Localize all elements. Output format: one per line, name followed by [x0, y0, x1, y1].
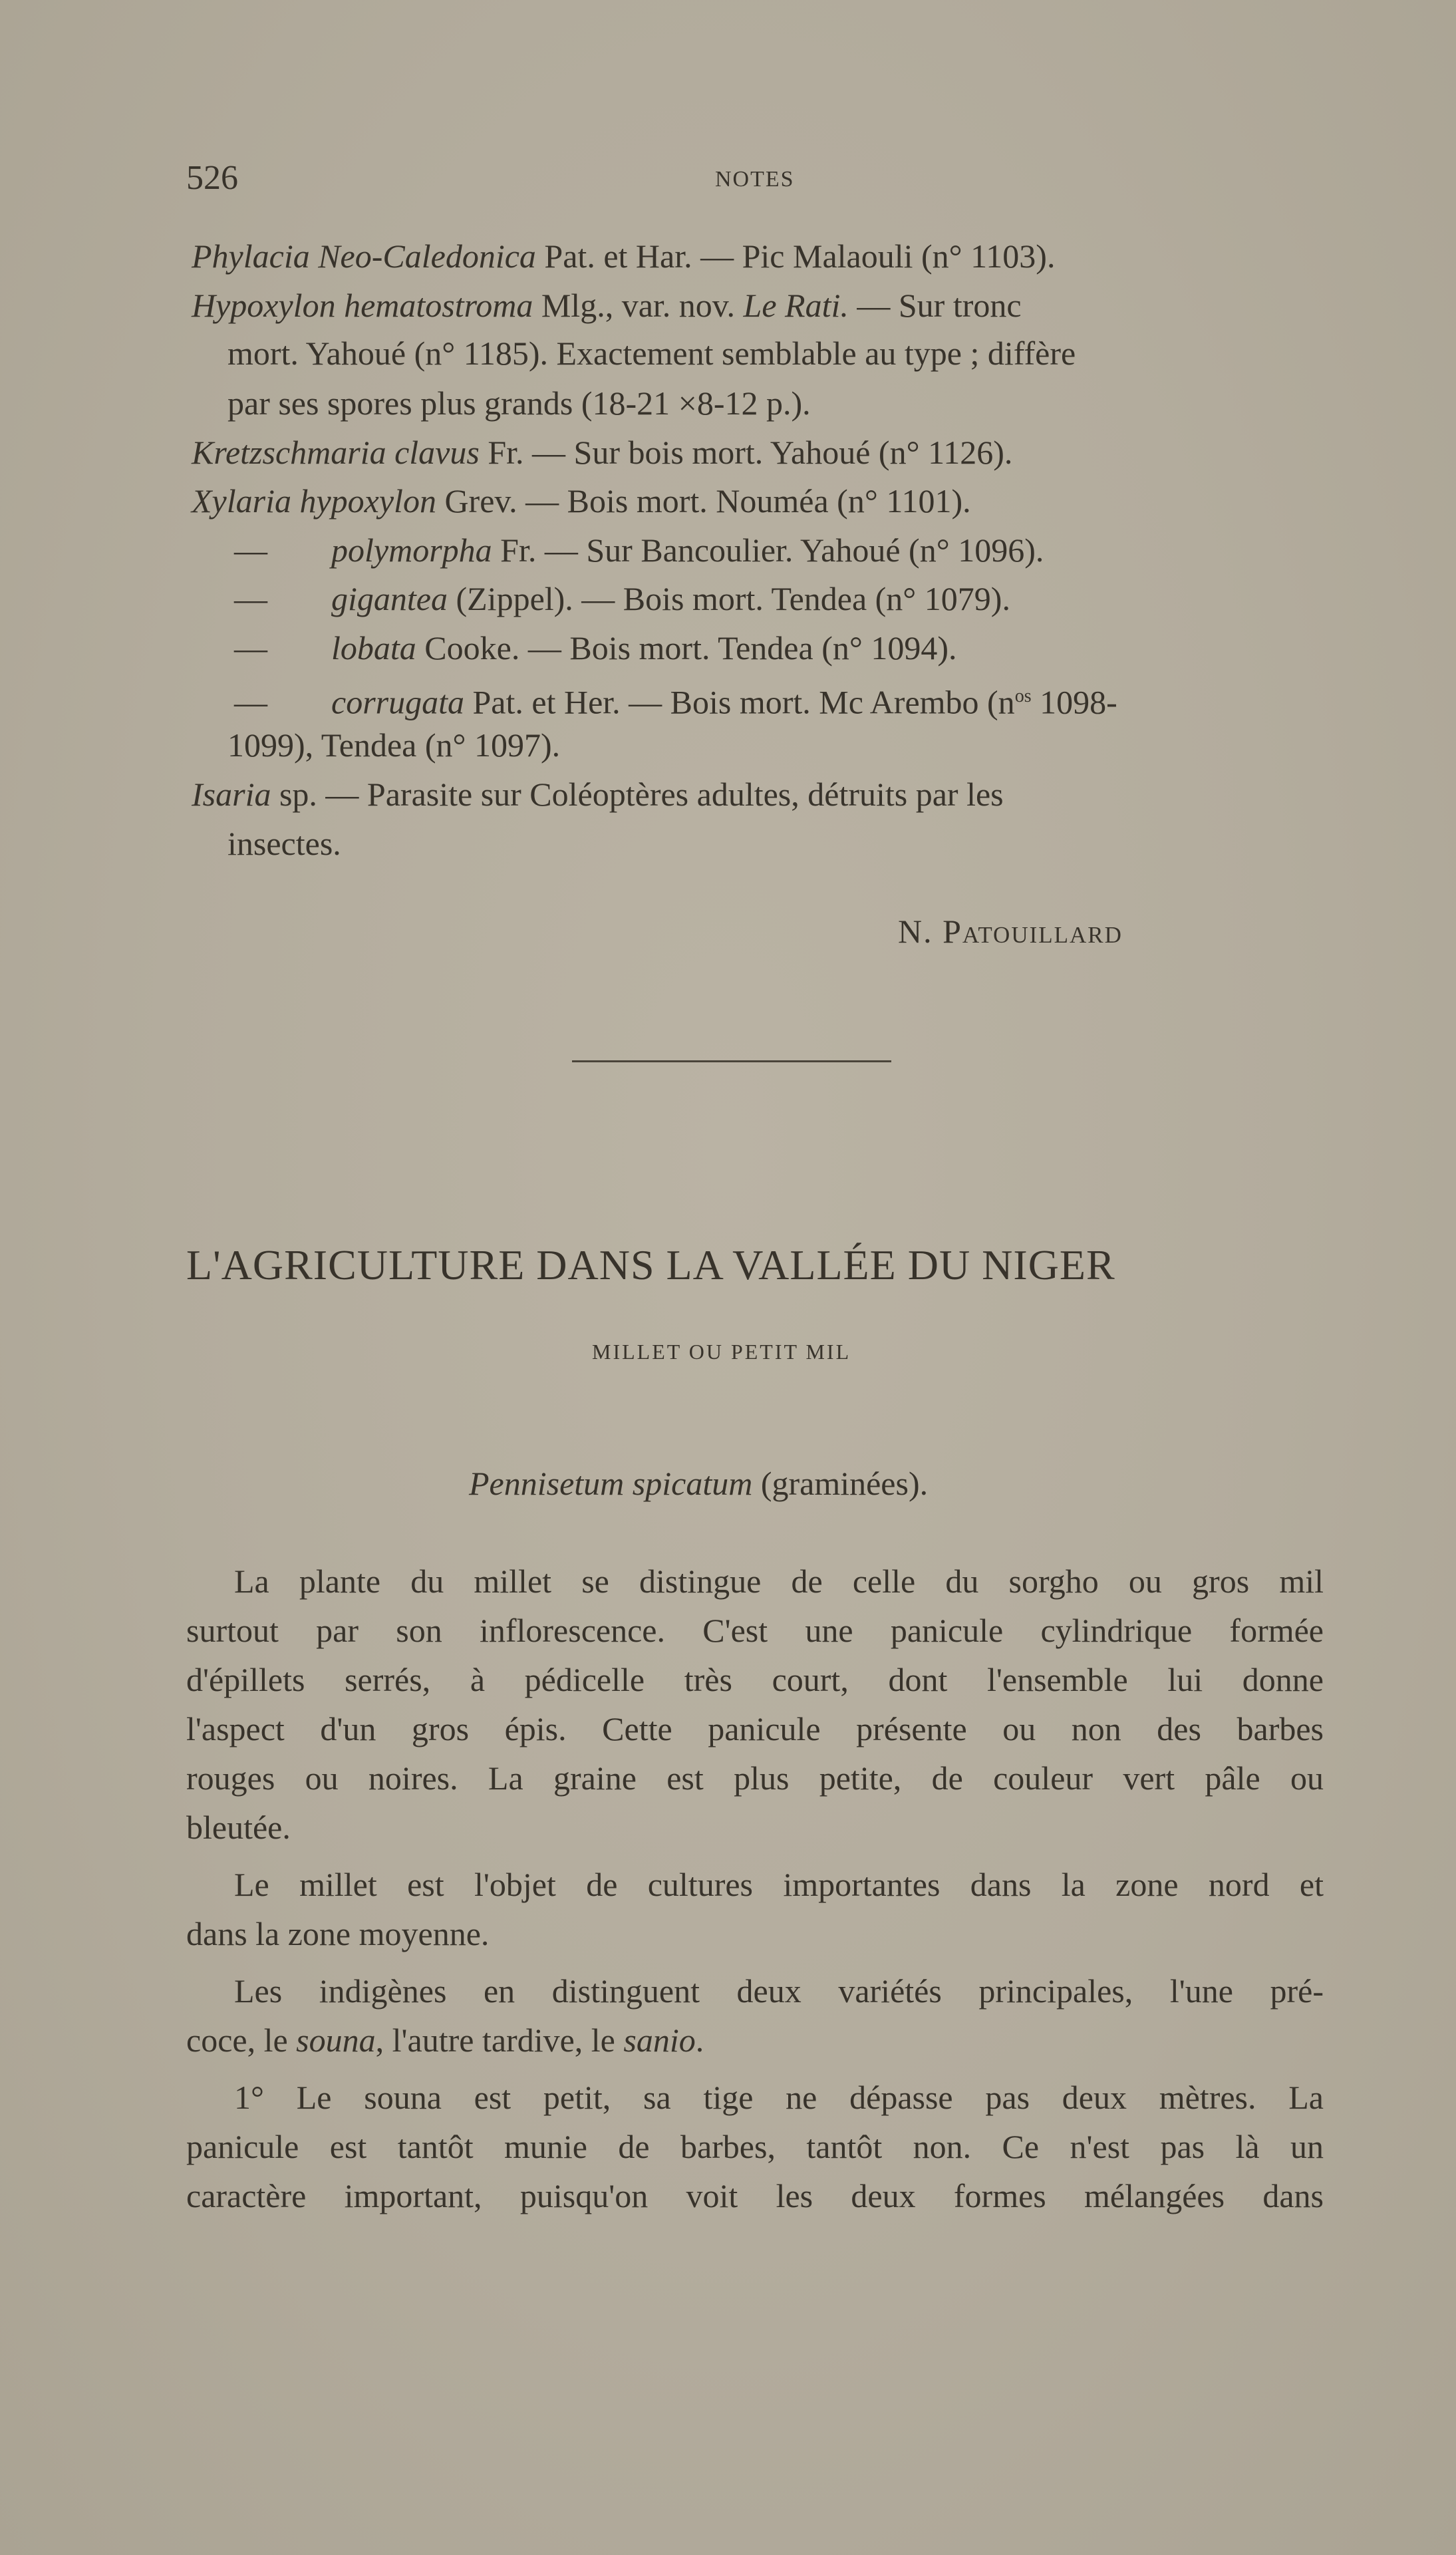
section-divider	[572, 1060, 891, 1062]
paragraph-line: rouges ou noires. La graine est plus petite, de couleur vert pâle ou	[186, 1759, 1324, 1797]
note-entry: — lobata Cooke. — Bois mort. Tendea (n° 1094).	[234, 629, 957, 667]
paragraph-line: panicule est tantôt munie de barbes, tantôt non. Ce n'est pas là un	[186, 2128, 1324, 2165]
paragraph-line: coce, le souna, l'autre tardive, le sanio.	[186, 2022, 704, 2059]
author-signature: N. Patouillard	[898, 913, 1123, 950]
running-title: NOTES	[715, 167, 795, 192]
note-entry-continuation: mort. Yahoué (n° 1185). Exactement semblable au type ; diffère	[227, 335, 1076, 372]
note-entry-continuation: insectes.	[227, 825, 341, 862]
note-entry: — polymorpha Fr. — Sur Bancoulier. Yahoué (n° 1096).	[234, 531, 1044, 569]
article-subtitle: MILLET OU PETIT MIL	[592, 1340, 851, 1364]
note-entry: Hypoxylon hematostroma Mlg., var. nov. Le Rati. — Sur tronc	[192, 287, 1022, 324]
paragraph-line: dans la zone moyenne.	[186, 1915, 490, 1952]
note-entry: Kretzschmaria clavus Fr. — Sur bois mort. Yahoué (n° 1126).	[192, 434, 1013, 471]
article-title: L'AGRICULTURE DANS LA VALLÉE DU NIGER	[186, 1241, 1115, 1288]
paragraph-line: surtout par son inflorescence. C'est une panicule cylindrique formée	[186, 1612, 1324, 1649]
paragraph-line: 1° Le souna est petit, sa tige ne dépasse pas deux mètres. La	[234, 2079, 1324, 2116]
note-entry: Xylaria hypoxylon Grev. — Bois mort. Nouméa (n° 1101).	[192, 482, 971, 520]
paragraph-line: Le millet est l'objet de cultures importantes dans la zone nord et	[234, 1866, 1324, 1903]
note-entry: Phylacia Neo-Caledonica Pat. et Har. — Pic Malaouli (n° 1103).	[192, 237, 1056, 275]
note-entry-continuation: par ses spores plus grands (18-21 ×8-12 p.).	[227, 384, 811, 422]
note-entry-continuation: 1099), Tendea (n° 1097).	[227, 726, 561, 764]
page-number: 526	[186, 159, 238, 197]
note-entry: — gigantea (Zippel). — Bois mort. Tendea (n° 1079).	[234, 580, 1010, 617]
species-heading: Pennisetum spicatum (graminées).	[469, 1465, 929, 1502]
paragraph-line: bleutée.	[186, 1809, 291, 1846]
paragraph-line: Les indigènes en distinguent deux variétés principales, l'une pré-	[234, 1972, 1324, 2010]
paragraph-line: l'aspect d'un gros épis. Cette panicule présente ou non des barbes	[186, 1710, 1324, 1747]
paragraph-line: caractère important, puisqu'on voit les deux formes mélangées dans	[186, 2177, 1324, 2214]
paragraph-line: La plante du millet se distingue de celle du sorgho ou gros mil	[234, 1563, 1324, 1600]
note-entry: — corrugata Pat. et Her. — Bois mort. Mc Arembo ($n^{os}$ 1098-	[234, 683, 1117, 721]
paragraph-line: d'épillets serrés, à pédicelle très court, dont l'ensemble lui donne	[186, 1661, 1324, 1698]
note-entry: Isaria sp. — Parasite sur Coléoptères adultes, détruits par les	[192, 776, 1004, 813]
